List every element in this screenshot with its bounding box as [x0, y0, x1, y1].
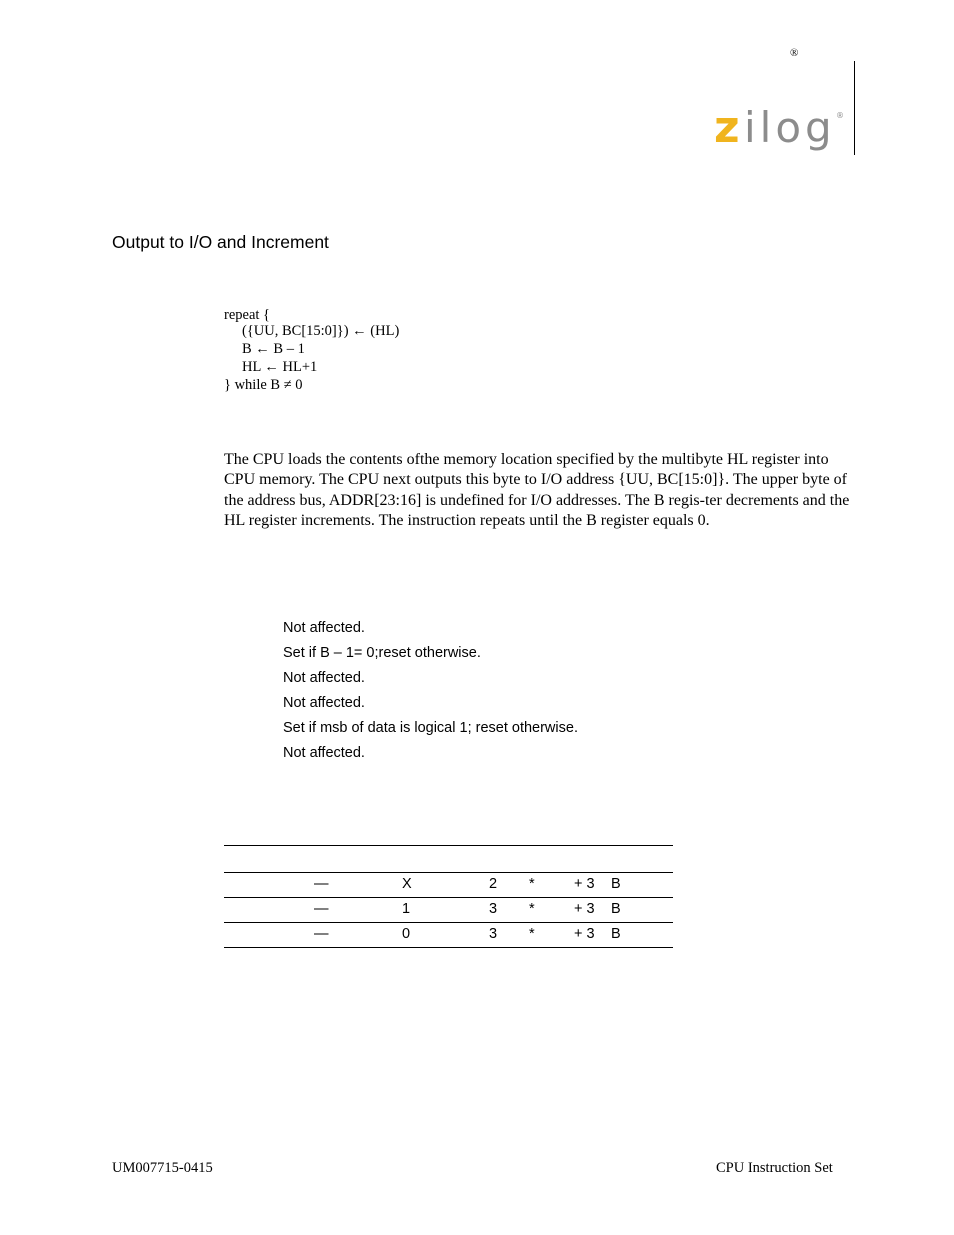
table-cell-cycles: 3: [489, 901, 498, 917]
zilog-logo: [714, 104, 846, 158]
table-cell-b: B: [611, 926, 621, 942]
table-cell-adl: X: [402, 876, 412, 892]
flag-description: Not affected.: [283, 695, 365, 711]
operation-line: } while B ≠ 0: [224, 377, 303, 393]
flag-description: Not affected.: [283, 670, 365, 686]
footer-doc-number: UM007715-0415: [112, 1160, 213, 1176]
table-cell-star: *: [529, 926, 535, 942]
table-rule-row: [224, 897, 673, 898]
table-cell-adl: 0: [402, 926, 411, 942]
operation-line: B ← B – 1: [242, 341, 305, 357]
operation-line: repeat {: [224, 307, 270, 323]
registered-mark: ®: [790, 47, 799, 59]
section-title: Output to I/O and Increment: [112, 232, 329, 252]
footer-section-name: CPU Instruction Set: [716, 1160, 833, 1176]
table-cell-b: B: [611, 876, 621, 892]
logo-letters-ilog: ilog: [744, 104, 836, 152]
logo-registered-mark: ®: [836, 111, 844, 120]
table-cell-b: B: [611, 901, 621, 917]
table-cell-star: *: [529, 876, 535, 892]
table-cell-cycles: 3: [489, 926, 498, 942]
table-rule-top: [224, 845, 673, 846]
table-cell-operand: —: [314, 901, 329, 917]
description-paragraph: The CPU loads the contents ofthe memory location specified by the multibyte HL register into CPU memory. The CPU next outputs this byte to I/O address {UU, BC[15:0]}. The upper byte of the address bus, ADDR[23:16] is undefined for I/O addresses. The B regis-ter decrements and the HL register increments. The instruction repeats until the B register equals 0.: [224, 451, 850, 529]
table-rule-bottom: [224, 947, 673, 948]
logo-letter-z: z: [714, 104, 740, 153]
table-cell-cycles: 2: [489, 876, 498, 892]
header-divider: [854, 61, 855, 155]
table-rule-row: [224, 922, 673, 923]
flag-description: Not affected.: [283, 745, 365, 761]
operation-line: ({UU, BC[15:0]}) ← (HL): [242, 323, 400, 339]
flag-description: Set if msb of data is logical 1; reset otherwise.: [283, 720, 578, 736]
table-rule-header: [224, 872, 673, 873]
flag-description: Not affected.: [283, 620, 365, 636]
table-cell-operand: —: [314, 876, 329, 892]
flag-description: Set if B – 1= 0;reset otherwise.: [283, 645, 481, 661]
table-cell-adl: 1: [402, 901, 411, 917]
operation-line: HL ← HL+1: [242, 359, 318, 375]
table-cell-plus: + 3: [574, 926, 595, 942]
table-cell-operand: —: [314, 926, 329, 942]
table-cell-star: *: [529, 901, 535, 917]
table-cell-plus: + 3: [574, 876, 595, 892]
table-cell-plus: + 3: [574, 901, 595, 917]
